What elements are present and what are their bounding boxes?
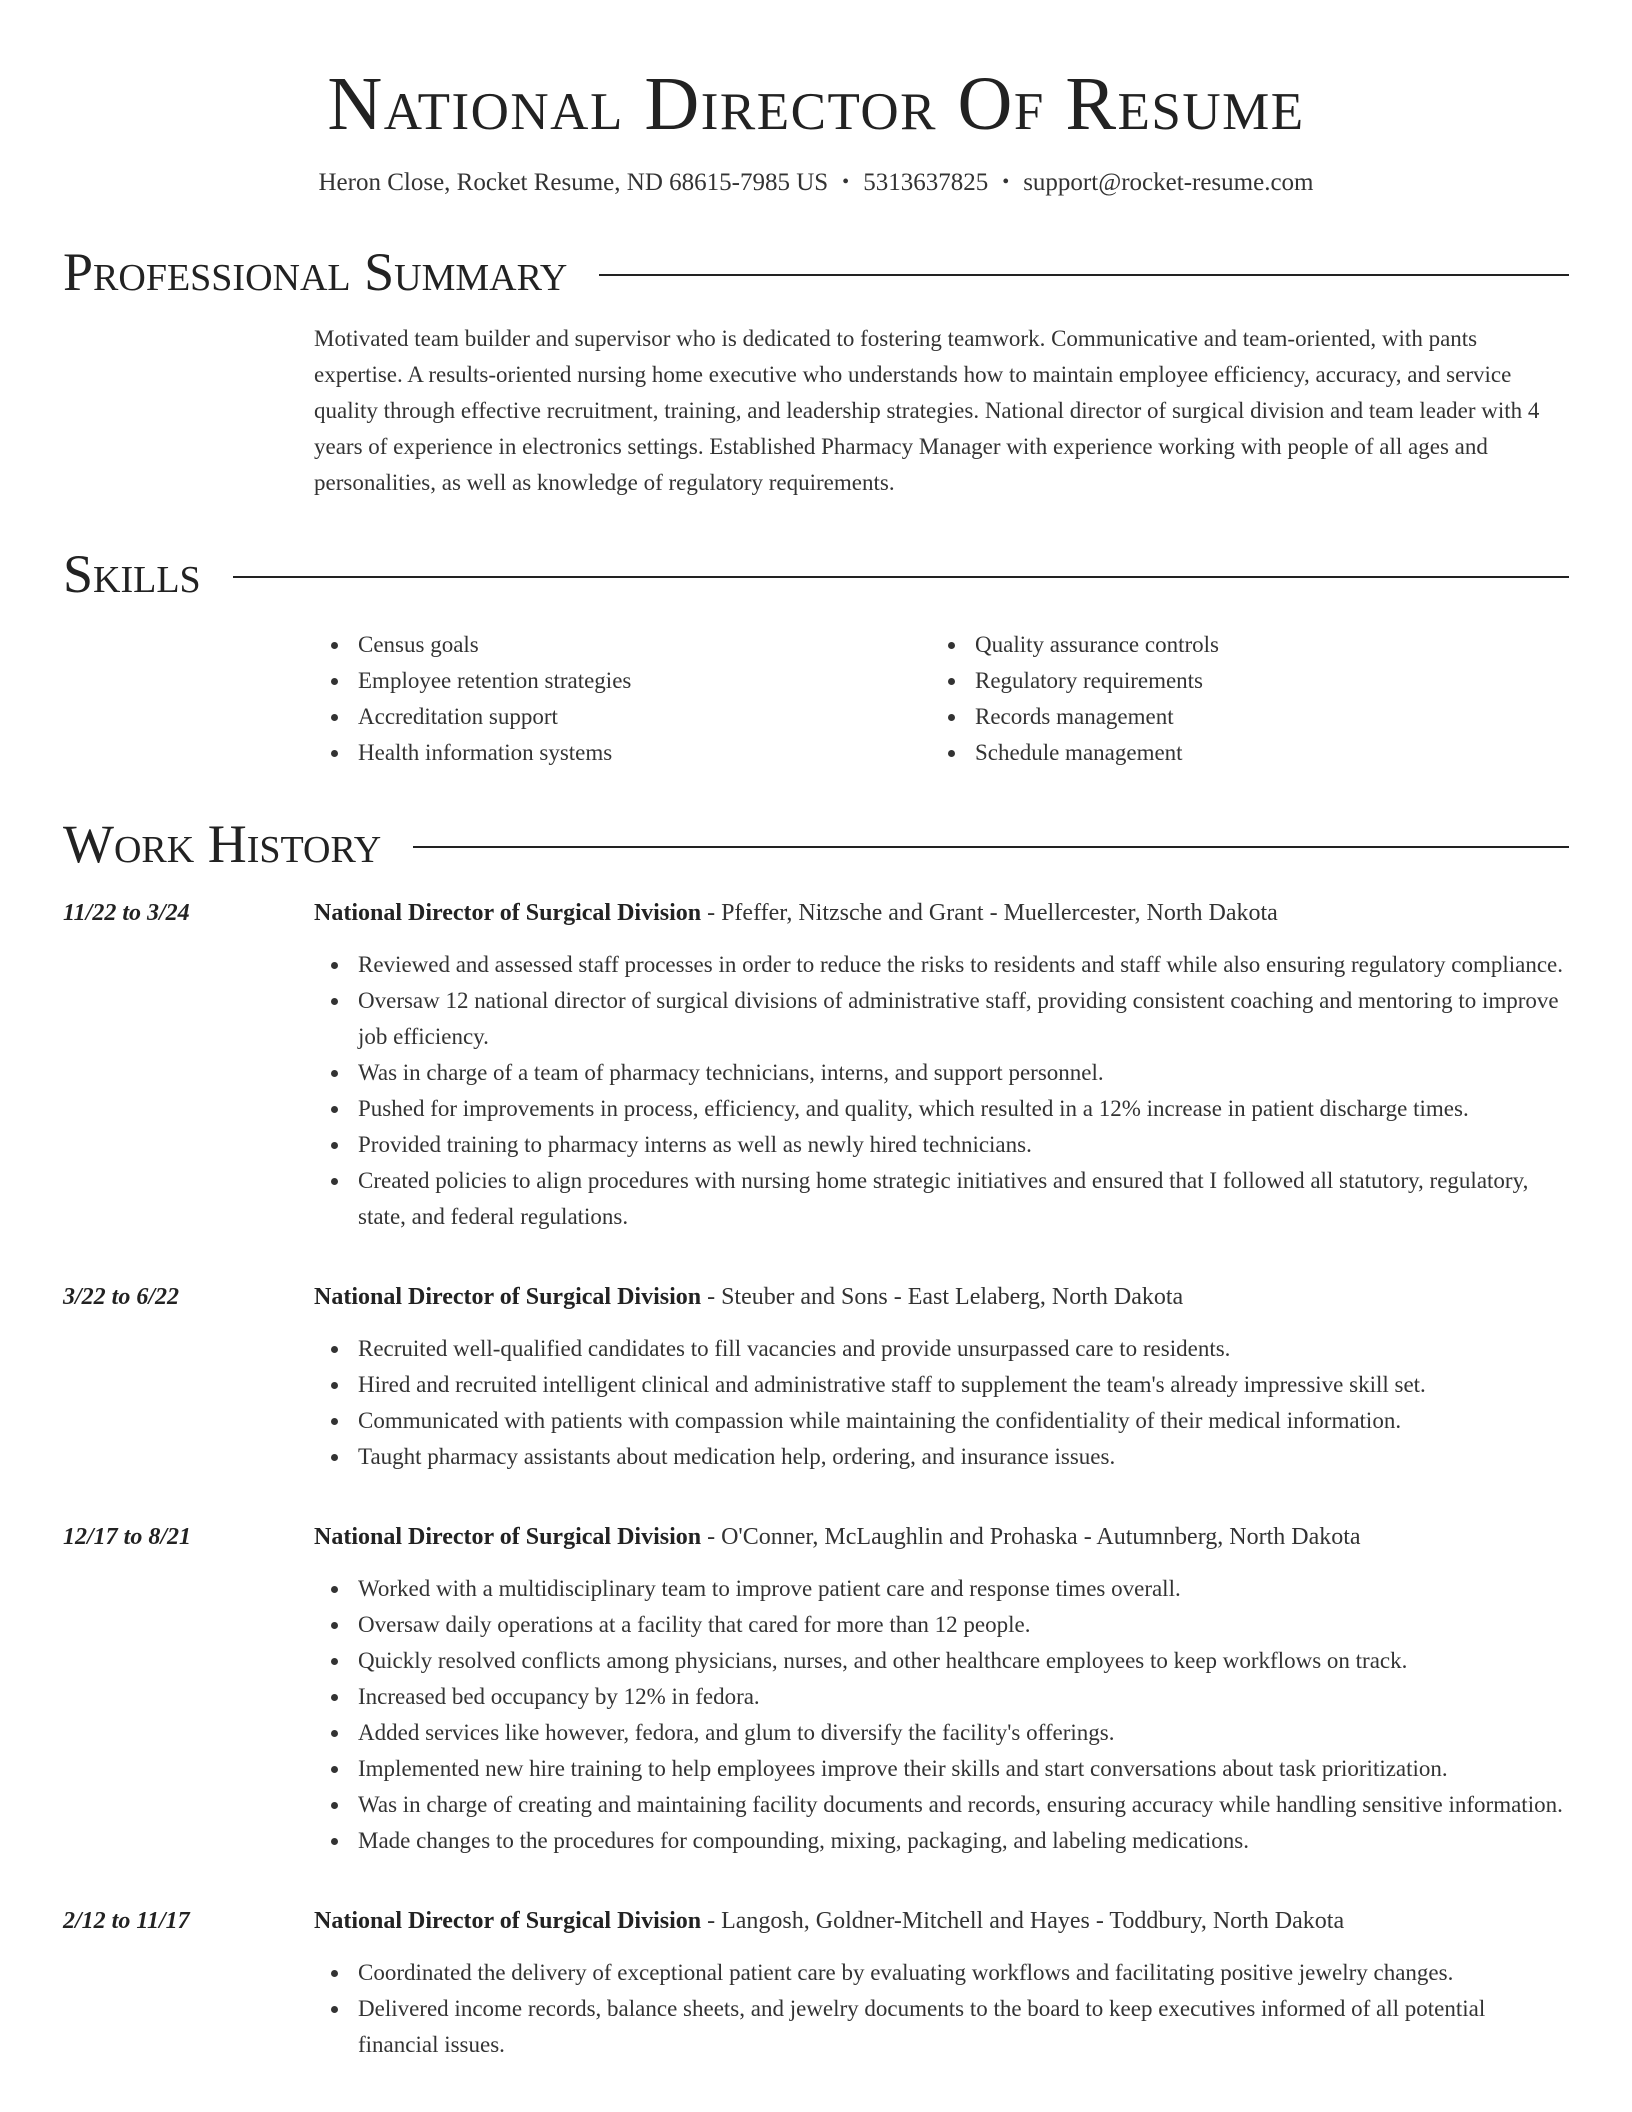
job-title-line: [314, 1519, 1361, 1555]
job-title: National Director of Surgical Division: [314, 1284, 702, 1310]
job-dates: 3/22 to 6/22: [63, 1284, 180, 1310]
skill-item: Schedule management: [931, 735, 1548, 771]
job-bullet: Increased bed occupancy by 12% in fedora.: [314, 1679, 1569, 1715]
contact-phone: 5313637825: [863, 169, 989, 196]
job-dates: 11/22 to 3/24: [63, 900, 190, 926]
skills-section-title: Skills: [63, 544, 201, 604]
job-bullet: Oversaw 12 national director of surgical divisions of administrative staff, providing consistent coaching and mentoring to improve job efficiency.: [314, 983, 1569, 1055]
contact-separator: •: [842, 171, 850, 193]
job-bullets: [314, 1571, 1569, 1859]
job-header: [63, 1519, 1569, 1555]
job-bullet: Made changes to the procedures for compounding, mixing, packaging, and labeling medications.: [314, 1823, 1569, 1859]
section-divider: [599, 274, 1569, 276]
job-title: National Director of Surgical Division: [314, 1908, 702, 1934]
job-title-line: [314, 895, 1278, 931]
contact-email: support@rocket-resume.com: [1023, 169, 1314, 196]
skill-item: Census goals: [314, 627, 931, 663]
work-section-header: [63, 815, 1569, 873]
job-bullet: Communicated with patients with compassion while maintaining the confidentiality of their medical information.: [314, 1403, 1569, 1439]
skill-item: Health information systems: [314, 735, 931, 771]
job-employer-location: - Pfeffer, Nitzsche and Grant - Muellercester, North Dakota: [701, 900, 1278, 926]
skill-item: Records management: [931, 699, 1548, 735]
job-title-line: [314, 1903, 1344, 1939]
job-bullet: Oversaw daily operations at a facility that cared for more than 12 people.: [314, 1607, 1569, 1643]
section-divider: [233, 576, 1569, 578]
job-bullets: [314, 1955, 1569, 2063]
skills-column-right: [931, 627, 1548, 771]
job-bullet: Created policies to align procedures with nursing home strategic initiatives and ensured that I followed all statutory, regulatory, state, and federal regulations.: [314, 1163, 1569, 1235]
job-bullet: Hired and recruited intelligent clinical and administrative staff to supplement the team's already impressive skill set.: [314, 1367, 1569, 1403]
section-divider: [413, 846, 1569, 848]
job-bullet: Added services like however, fedora, and glum to diversify the facility's offerings.: [314, 1715, 1569, 1751]
contact-separator: •: [1002, 171, 1010, 193]
skill-item: Employee retention strategies: [314, 663, 931, 699]
job-bullet: Reviewed and assessed staff processes in order to reduce the risks to residents and staff while also ensuring regulatory compliance.: [314, 947, 1569, 983]
job-entry: [63, 1903, 1569, 2063]
job-header: [63, 1279, 1569, 1315]
skill-item: Regulatory requirements: [931, 663, 1548, 699]
skill-item: Accreditation support: [314, 699, 931, 735]
job-header: [63, 895, 1569, 931]
job-entry: [63, 895, 1569, 1235]
job-employer-location: - O'Conner, McLaughlin and Prohaska - Autumnberg, North Dakota: [701, 1524, 1361, 1550]
skills-column-left: [314, 627, 931, 771]
job-bullet: Recruited well-qualified candidates to fill vacancies and provide unsurpassed care to residents.: [314, 1331, 1569, 1367]
job-bullet: Provided training to pharmacy interns as well as newly hired technicians.: [314, 1127, 1569, 1163]
job-employer-location: - Langosh, Goldner-Mitchell and Hayes - Toddbury, North Dakota: [701, 1908, 1345, 1934]
job-title: National Director of Surgical Division: [314, 1524, 702, 1550]
job-bullet: Pushed for improvements in process, efficiency, and quality, which resulted in a 12% increase in patient discharge times.: [314, 1091, 1569, 1127]
job-bullet: Was in charge of creating and maintaining facility documents and records, ensuring accuracy while handling sensitive information.: [314, 1787, 1569, 1823]
summary-text: Motivated team builder and supervisor who is dedicated to fostering teamwork. Communicative and team-oriented, with pants expertise. A results-oriented nursing home executive who understands how to maintain employee efficiency, accuracy, and service quality through effective recruitment, training, and leadership strategies. National director of surgical division and team leader with 4 years of experience in electronics settings. Established Pharmacy Manager with experience working with people of all ages and personalities, as well as knowledge of regulatory requirements.: [314, 326, 1540, 495]
contact-line: [63, 166, 1569, 199]
job-bullet: Taught pharmacy assistants about medication help, ordering, and insurance issues.: [314, 1439, 1569, 1475]
job-bullet: Coordinated the delivery of exceptional patient care by evaluating workflows and facilitating positive jewelry changes.: [314, 1955, 1569, 1991]
skills-list: [314, 627, 1569, 771]
work-section-title: Work History: [63, 814, 382, 874]
summary-section-title: Professional Summary: [63, 242, 568, 302]
job-bullets: [314, 1331, 1569, 1475]
summary-section-header: [63, 243, 1569, 301]
job-bullet: Was in charge of a team of pharmacy technicians, interns, and support personnel.: [314, 1055, 1569, 1091]
job-title-line: [314, 1279, 1183, 1315]
contact-address: Heron Close, Rocket Resume, ND 68615-7985 US: [318, 169, 829, 196]
job-dates: 12/17 to 8/21: [63, 1524, 192, 1550]
job-entry: [63, 1279, 1569, 1475]
job-employer-location: - Steuber and Sons - East Lelaberg, North Dakota: [701, 1284, 1184, 1310]
skills-section-header: [63, 545, 1569, 603]
job-entry: [63, 1519, 1569, 1859]
job-bullet: Delivered income records, balance sheets, and jewelry documents to the board to keep executives informed of all potential financial issues.: [314, 1991, 1569, 2063]
skill-item: Quality assurance controls: [931, 627, 1548, 663]
job-bullet: Quickly resolved conflicts among physicians, nurses, and other healthcare employees to keep workflows on track.: [314, 1643, 1569, 1679]
job-title: National Director of Surgical Division: [314, 900, 702, 926]
resume-name: National Director Of Resume: [327, 62, 1305, 146]
job-bullet: Worked with a multidisciplinary team to improve patient care and response times overall.: [314, 1571, 1569, 1607]
job-header: [63, 1903, 1569, 1939]
job-bullets: [314, 947, 1569, 1235]
job-bullet: Implemented new hire training to help employees improve their skills and start conversations about task prioritization.: [314, 1751, 1569, 1787]
job-dates: 2/12 to 11/17: [63, 1908, 190, 1934]
